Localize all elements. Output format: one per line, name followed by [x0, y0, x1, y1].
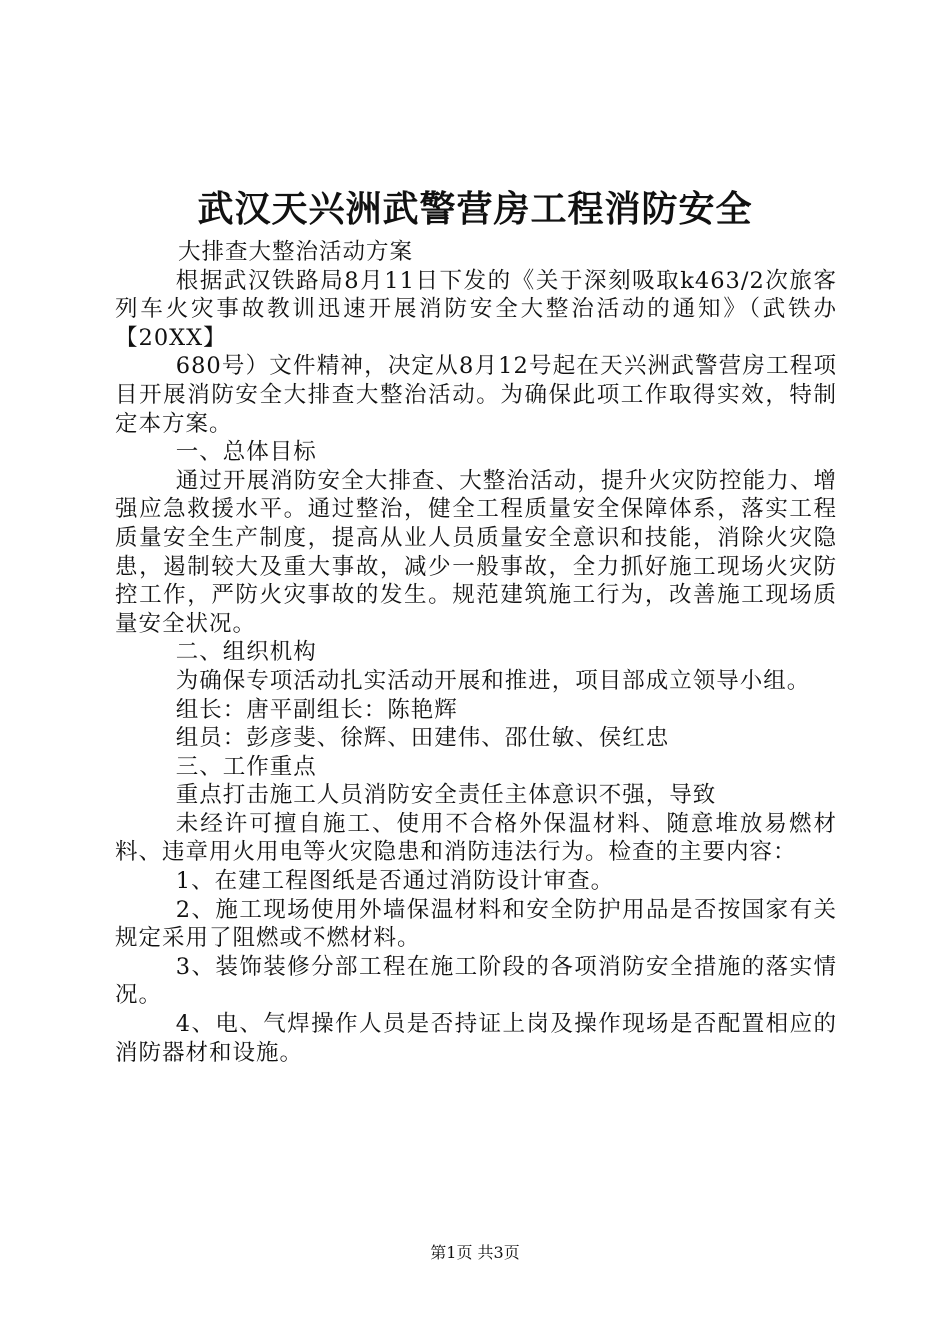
section-heading-organization: 二、组织机构	[175, 639, 317, 666]
paragraph-intro-continued: 680号）文件精神，决定从8月12号起在天兴洲武警营房工程项目开展消防安全大排查大整治活动。为确保此项工作取得实效，特制定本方案。	[115, 353, 837, 437]
paragraph-goals: 通过开展消防安全大排查、大整治活动，提升火灾防控能力、增强应急救援水平。通过整治，健全工程质量安全保障体系，落实工程质量安全生产制度，提高从业人员质量安全意识和技能，消除火灾隐患，遏制较大及重大事故，减少一般事故，全力抓好施工现场火灾防控工作，严防火灾事故的发生。规范建筑施工行为，改善施工现场质量安全状况。	[115, 467, 837, 637]
section-heading-focus: 三、工作重点	[175, 753, 317, 780]
paragraph-members: 组员：彭彦斐、徐辉、田建伟、邵仕敏、侯红忠	[175, 725, 670, 752]
paragraph-intro: 根据武汉铁路局8月11日下发的《关于深刻吸取k463/2次旅客列车火灾事故教训迅速开展消防安全大整治活动的通知》（武铁办【20XX】	[115, 267, 837, 351]
list-item: 1、在建工程图纸是否通过消防设计审查。	[175, 868, 615, 895]
paragraph-focus-continued: 未经许可擅自施工、使用不合格外保温材料、随意堆放易燃材料、违章用火用电等火灾隐患和消防违法行为。检查的主要内容：	[115, 810, 837, 866]
paragraph-organization: 为确保专项活动扎实活动开展和推进，项目部成立领导小组。	[175, 667, 811, 694]
list-item: 2、施工现场使用外墙保温材料和安全防护用品是否按国家有关规定采用了阻燃或不燃材料。	[115, 896, 837, 952]
document-title: 武汉天兴洲武警营房工程消防安全	[197, 188, 753, 230]
page-footer: 第1页 共3页	[430, 1243, 520, 1262]
paragraph-leaders: 组长：唐平副组长：陈艳辉	[175, 696, 458, 723]
list-item: 3、装饰装修分部工程在施工阶段的各项消防安全措施的落实情况。	[115, 953, 837, 1009]
document-body	[115, 238, 837, 1067]
document-subtitle: 大排查大整治活动方案	[178, 239, 414, 265]
section-heading-goals: 一、总体目标	[175, 439, 317, 466]
list-item: 4、电、气焊操作人员是否持证上岗及操作现场是否配置相应的消防器材和设施。	[115, 1011, 837, 1066]
paragraph-focus: 重点打击施工人员消防安全责任主体意识不强，导致	[175, 782, 717, 809]
